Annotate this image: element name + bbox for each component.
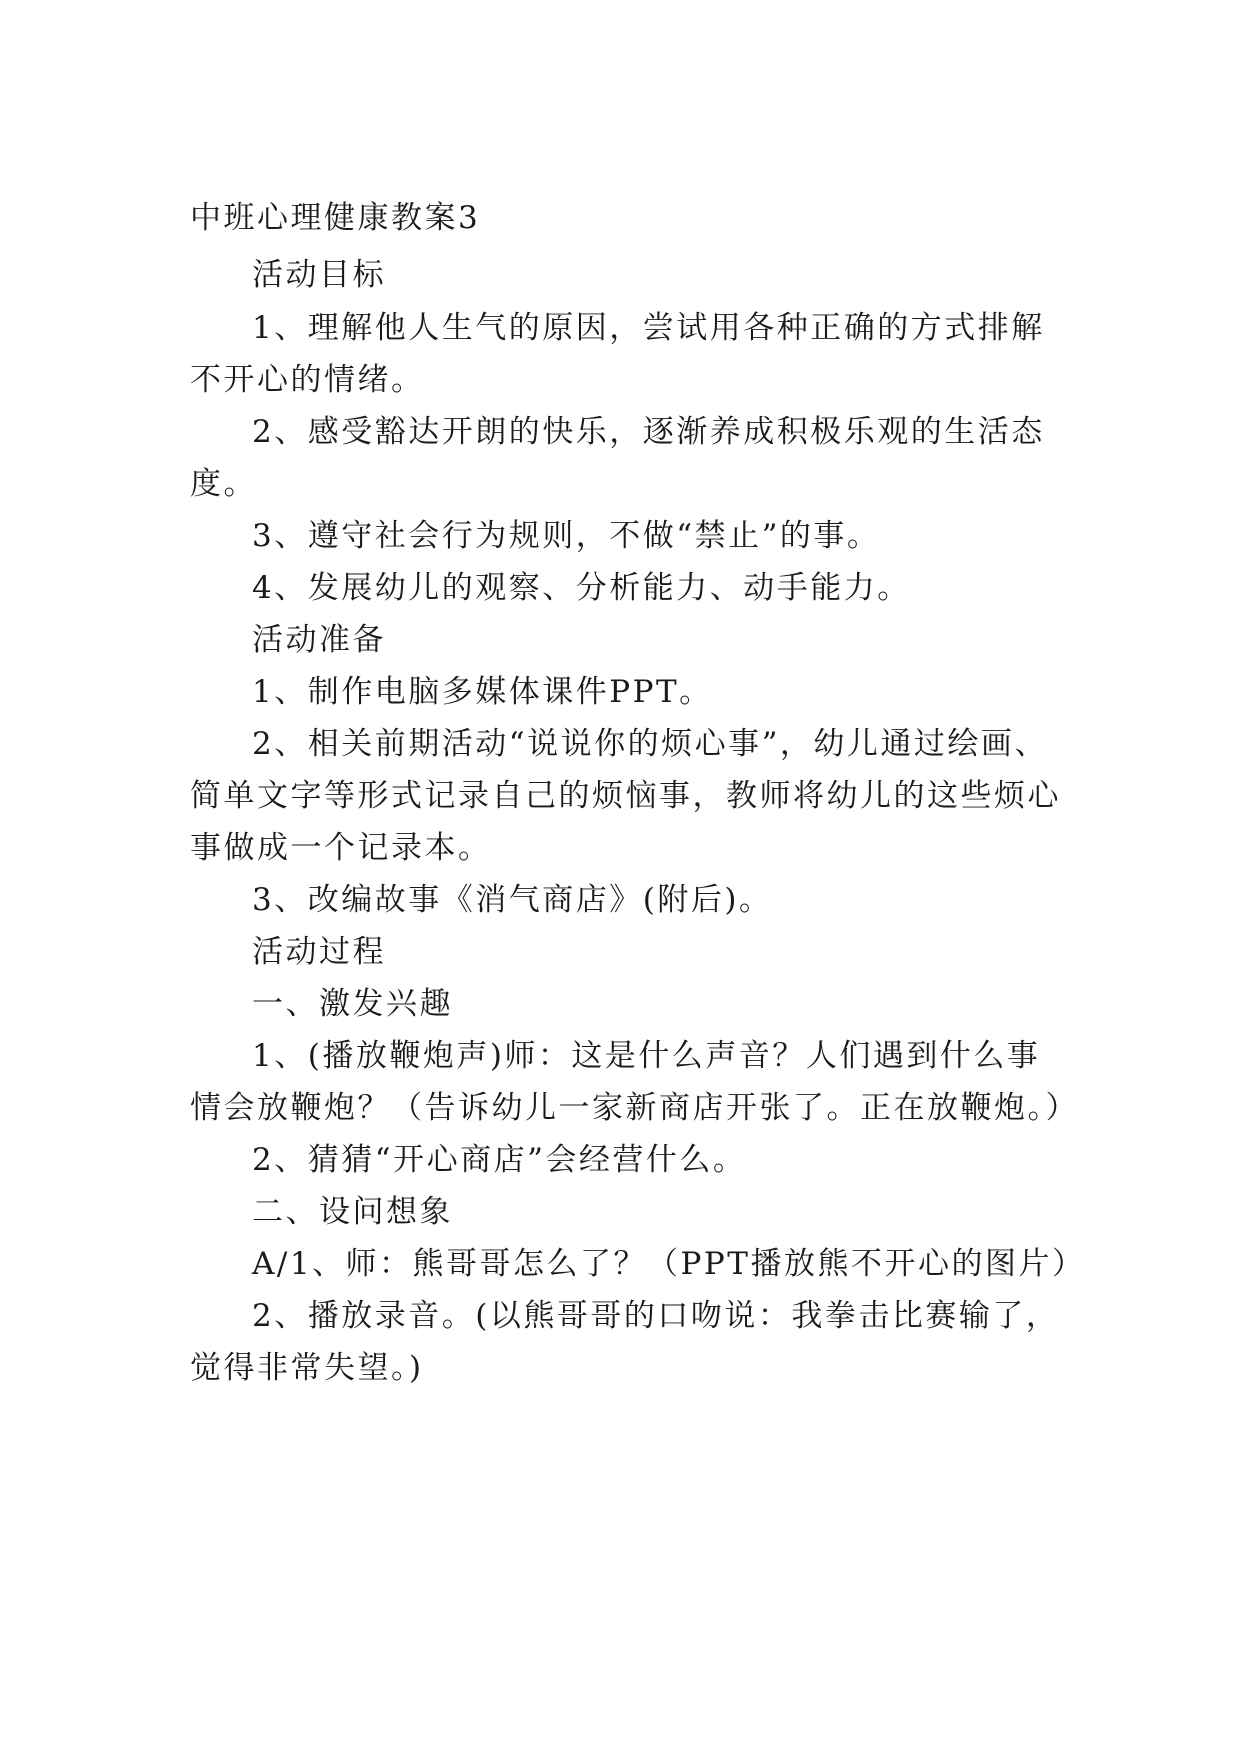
section-heading-preparation: 活动准备 bbox=[252, 622, 386, 658]
subsection-heading: 一、激发兴趣 bbox=[252, 986, 453, 1022]
paragraph-line: 2、感受豁达开朗的快乐，逐渐养成积极乐观的生活态 bbox=[252, 414, 1045, 450]
paragraph-line: 2、播放录音。(以熊哥哥的口吻说：我拳击比赛输了， bbox=[252, 1298, 1060, 1334]
paragraph-line: 觉得非常失望。) bbox=[190, 1350, 424, 1386]
subsection-heading: 二、设问想象 bbox=[252, 1194, 453, 1230]
paragraph-line: 3、改编故事《消气商店》(附后)。 bbox=[252, 882, 773, 918]
paragraph-line: 1、理解他人生气的原因，尝试用各种正确的方式排解 bbox=[252, 310, 1045, 346]
paragraph-line: 事做成一个记录本。 bbox=[190, 830, 492, 866]
section-heading-process: 活动过程 bbox=[252, 934, 386, 970]
paragraph-line: 1、(播放鞭炮声)师：这是什么声音？人们遇到什么事 bbox=[252, 1038, 1041, 1074]
paragraph-line: 情会放鞭炮？（告诉幼儿一家新商店开张了。正在放鞭炮。） bbox=[190, 1090, 1079, 1126]
paragraph-line: 不开心的情绪。 bbox=[190, 362, 425, 398]
paragraph-line: 度。 bbox=[190, 466, 257, 502]
document-title: 中班心理健康教案3 bbox=[190, 200, 481, 236]
paragraph-line: A/1、师：熊哥哥怎么了？（PPT播放熊不开心的图片） bbox=[252, 1246, 1086, 1282]
paragraph-line: 简单文字等形式记录自己的烦恼事，教师将幼儿的这些烦心 bbox=[190, 778, 1061, 814]
paragraph-line: 1、制作电脑多媒体课件PPT。 bbox=[252, 674, 713, 710]
paragraph-line: 3、遵守社会行为规则，不做“禁止”的事。 bbox=[252, 518, 881, 554]
paragraph-line: 4、发展幼儿的观察、分析能力、动手能力。 bbox=[252, 570, 911, 606]
section-heading-goals: 活动目标 bbox=[252, 257, 386, 293]
paragraph-line: 2、相关前期活动“说说你的烦心事”，幼儿通过绘画、 bbox=[252, 726, 1048, 762]
paragraph-line: 2、猜猜“开心商店”会经营什么。 bbox=[252, 1142, 747, 1178]
